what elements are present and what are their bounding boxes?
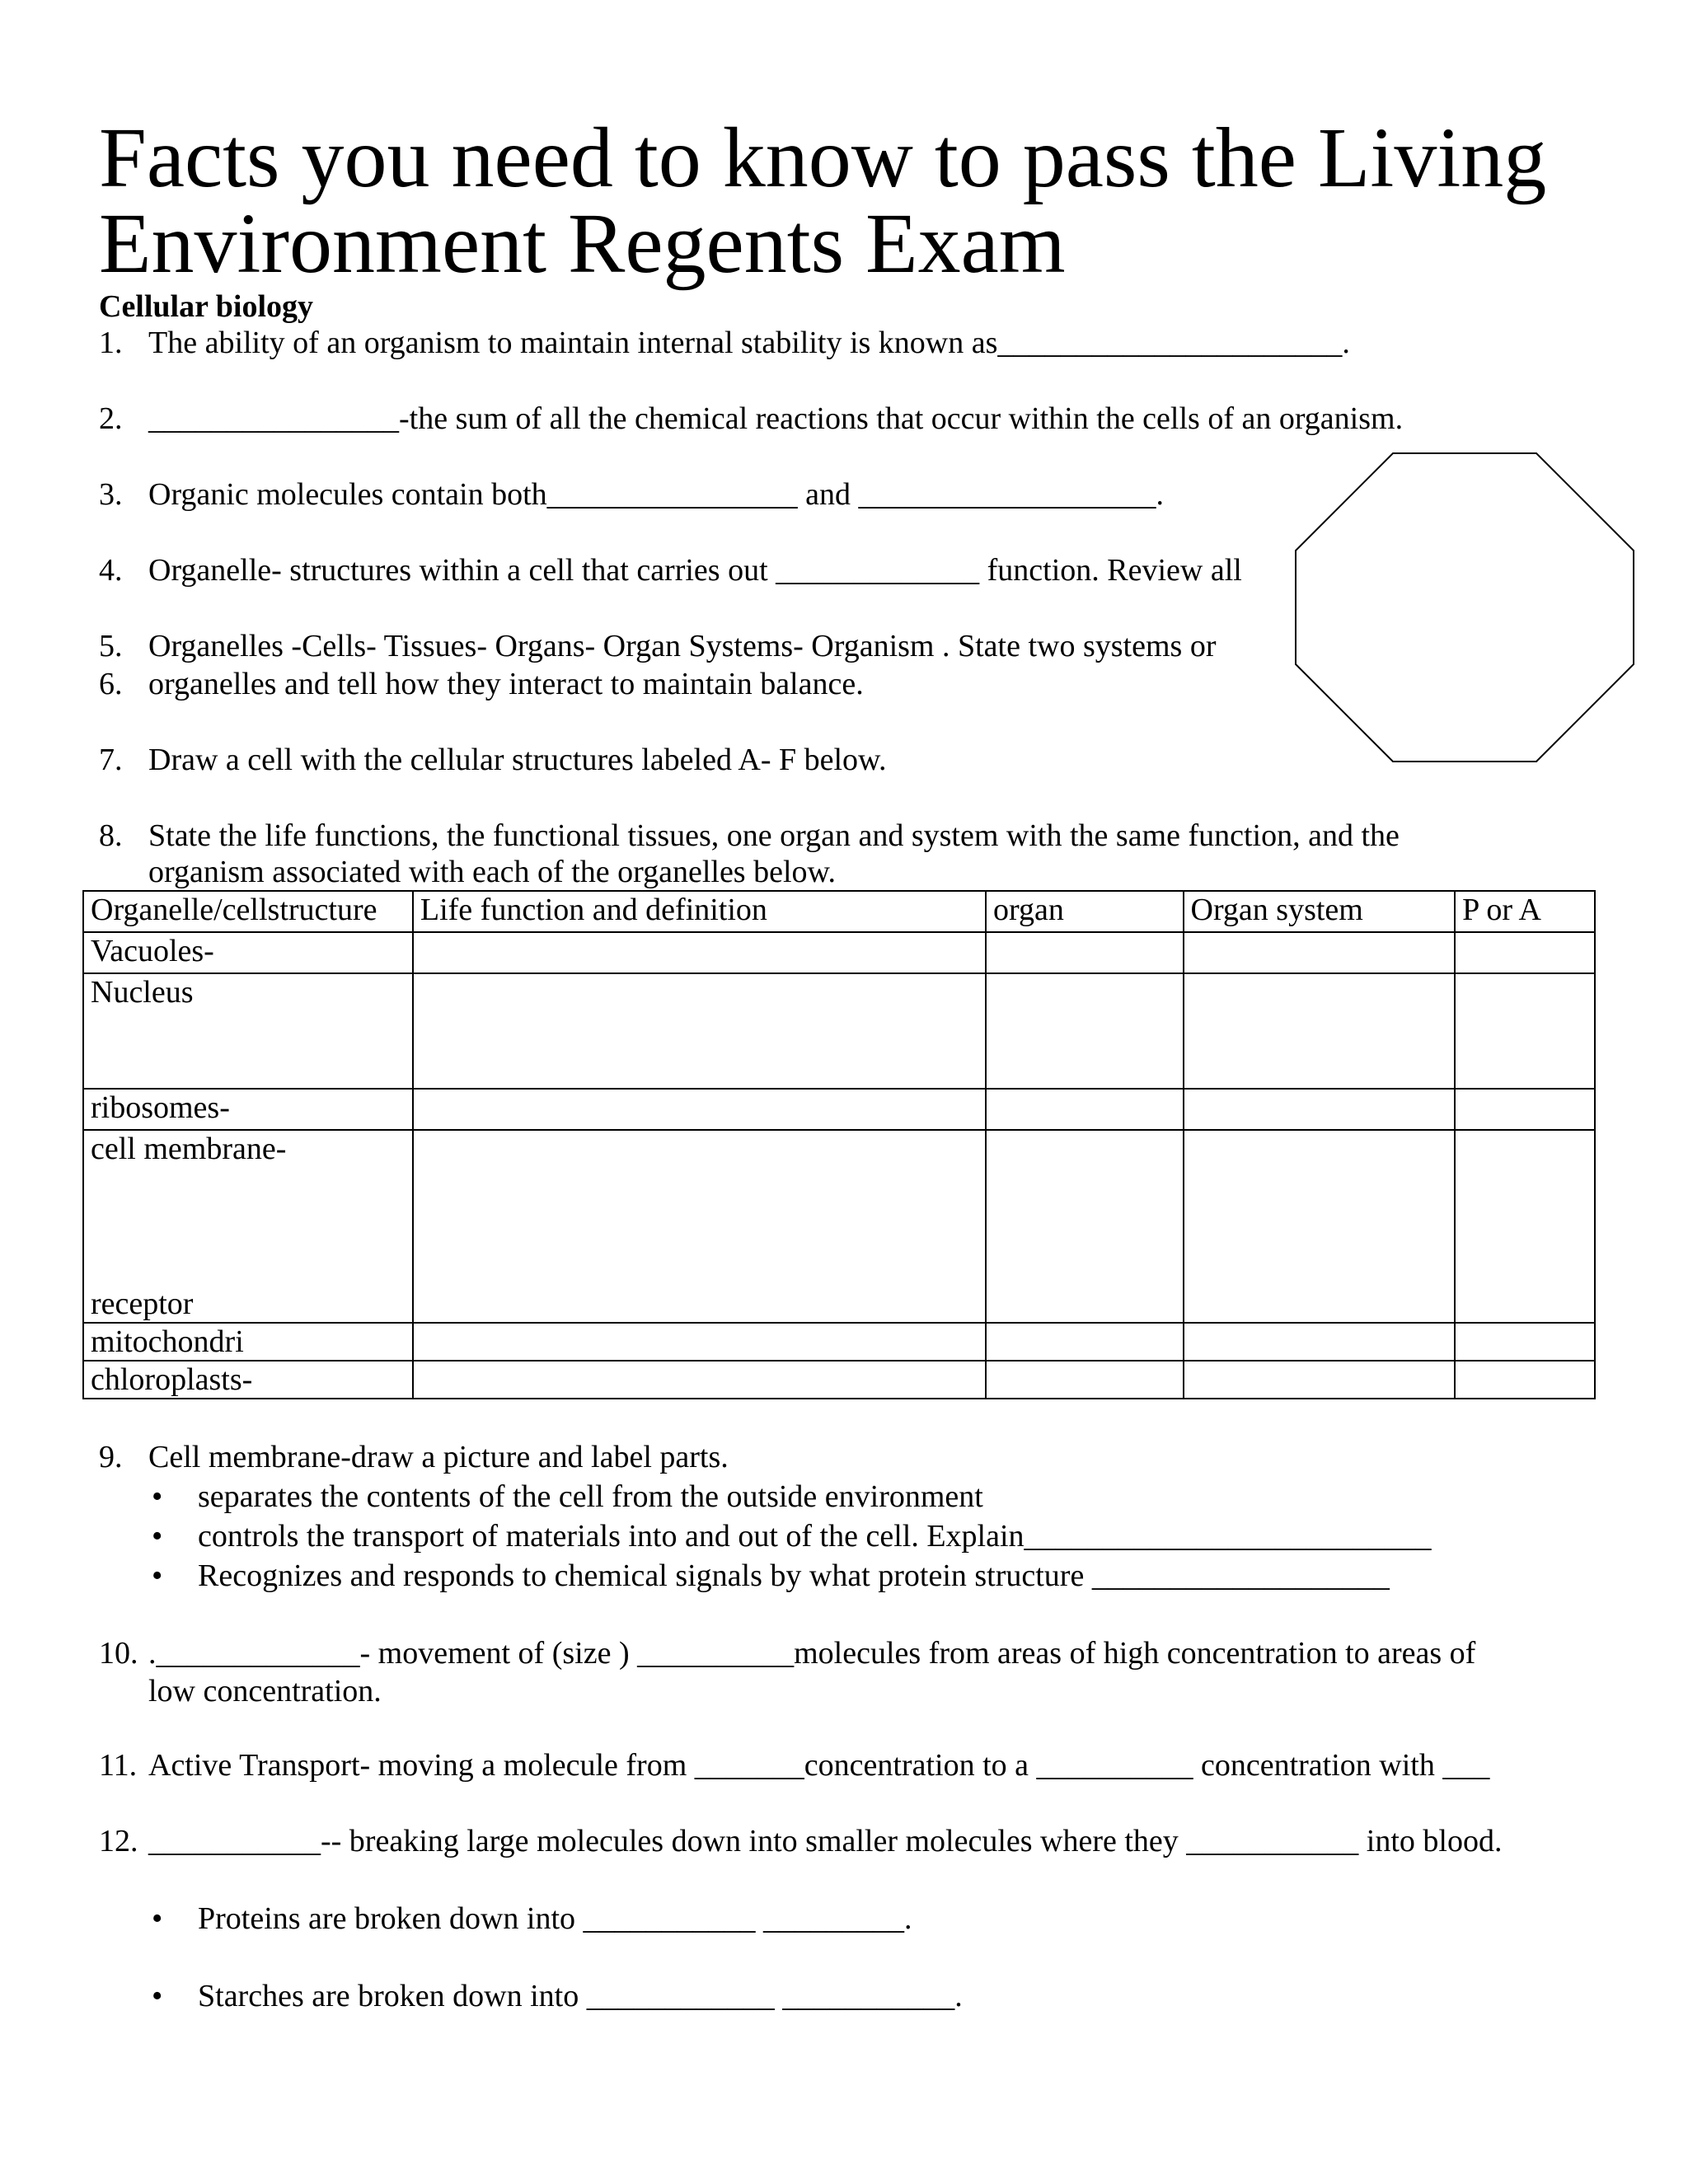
section-heading: Cellular biology [99,289,314,324]
q12-bullet-1: Proteins are broken down into ___________ _________. [198,1901,912,1936]
answer-cell[interactable] [1455,932,1595,973]
q10-text-line2: low concentration. [148,1674,382,1708]
answer-cell[interactable] [986,1323,1184,1361]
answer-cell[interactable] [413,932,986,973]
header-p-or-a: P or A [1455,891,1595,932]
table-row [83,973,1595,1089]
header-organ: organ [986,891,1184,932]
bullet-icon: • [152,1558,163,1593]
answer-cell[interactable] [1184,1089,1456,1130]
answer-cell[interactable] [986,1130,1184,1323]
title-line-2: Environment Regents Exam [99,196,1066,291]
q9-number: 9. [99,1440,123,1474]
row-label-nucleus: Nucleus [83,973,413,1089]
q5-number: 5. [99,629,123,663]
table-row [83,1361,1595,1399]
table-row [83,1323,1595,1361]
table-row [83,1089,1595,1130]
q8-number: 8. [99,818,123,853]
answer-cell[interactable] [1184,1130,1456,1323]
answer-cell[interactable] [413,973,986,1089]
page-title [99,110,1550,291]
header-organ-system: Organ system [1184,891,1456,932]
q2-text: ________________-the sum of all the chemical reactions that occur within the cells of an organism. [148,401,1404,436]
q3-number: 3. [99,477,123,512]
q9-bullet-3: Recognizes and responds to chemical signals by what protein structure ___________________ [198,1558,1390,1593]
answer-cell[interactable] [1455,973,1595,1089]
q12-bullet-2: Starches are broken down into ____________ ___________. [198,1979,963,2013]
row-label-chloroplasts: chloroplasts- [83,1361,413,1399]
q4-number: 4. [99,553,123,588]
row-label-ribosomes: ribosomes- [83,1089,413,1130]
q7-number: 7. [99,743,123,777]
table-header-row [83,891,1595,932]
answer-cell[interactable] [986,932,1184,973]
q10-text-line1: ._____________- movement of (size ) __________molecules from areas of high concentration to areas of [148,1636,1476,1671]
row-label-vacuoles: Vacuoles- [83,932,413,973]
q6-text: organelles and tell how they interact to maintain balance. [148,667,864,701]
q4-text: Organelle- structures within a cell that carries out _____________ function. Review all [148,553,1242,588]
q11-number: 11. [99,1748,138,1783]
bullet-icon: • [152,1979,163,2013]
header-organelle: Organelle/cellstructure [83,891,413,932]
answer-cell[interactable] [986,973,1184,1089]
bullet-icon: • [152,1519,163,1554]
answer-cell[interactable] [1184,1361,1456,1399]
q10-number: 10. [99,1636,138,1671]
answer-cell[interactable] [1184,1323,1456,1361]
table-row [83,932,1595,973]
q1-number: 1. [99,326,123,360]
cell-membrane-stack [91,1131,406,1322]
q1-text: The ability of an organism to maintain internal stability is known as______________________. [148,326,1350,360]
answer-cell[interactable] [986,1089,1184,1130]
q11-text: Active Transport- moving a molecule from _______concentration to a __________ concentration with ___ [148,1748,1490,1783]
q9-bullet-2: controls the transport of materials into and out of the cell. Explain__________________________ [198,1519,1432,1554]
answer-cell[interactable] [413,1089,986,1130]
answer-cell[interactable] [413,1130,986,1323]
q2-number: 2. [99,401,123,436]
answer-cell[interactable] [1455,1089,1595,1130]
answer-cell[interactable] [1455,1323,1595,1361]
q3-text: Organic molecules contain both________________ and ___________________. [148,477,1165,512]
q5-text: Organelles -Cells- Tissues- Organs- Organ Systems- Organism . State two systems or [148,629,1217,663]
organelle-table [82,890,1596,1399]
octagon-shape [1296,453,1634,762]
answer-cell[interactable] [1184,973,1456,1089]
q9-text: Cell membrane-draw a picture and label parts. [148,1440,729,1474]
receptor-label: receptor [91,1286,194,1321]
answer-cell[interactable] [1184,932,1456,973]
q8-text-line2: organism associated with each of the organelles below. [148,855,836,889]
q12-text: ___________-- breaking large molecules down into smaller molecules where they ___________ into blood. [148,1824,1503,1858]
answer-cell[interactable] [413,1361,986,1399]
bullet-icon: • [152,1901,163,1936]
bullet-icon: • [152,1479,163,1514]
row-label-mitochondria: mitochondri [83,1323,413,1361]
title-line-1: Facts you need to know to pass the Living [99,110,1547,205]
q7-text: Draw a cell with the cellular structures labeled A- F below. [148,743,887,777]
answer-cell[interactable] [413,1323,986,1361]
answer-cell[interactable] [1455,1130,1595,1323]
q9-bullet-1: separates the contents of the cell from the outside environment [198,1479,983,1514]
cell-membrane-label: cell membrane- [91,1132,287,1166]
table-row [83,1130,1595,1323]
answer-cell[interactable] [986,1361,1184,1399]
q12-number: 12. [99,1824,138,1858]
row-label-cell-membrane [83,1130,413,1323]
answer-cell[interactable] [1455,1361,1595,1399]
header-life-function: Life function and definition [413,891,986,932]
octagon-drawing-box [1294,452,1635,763]
q6-number: 6. [99,667,123,701]
q8-text-line1: State the life functions, the functional tissues, one organ and system with the same function, and the [148,818,1400,853]
